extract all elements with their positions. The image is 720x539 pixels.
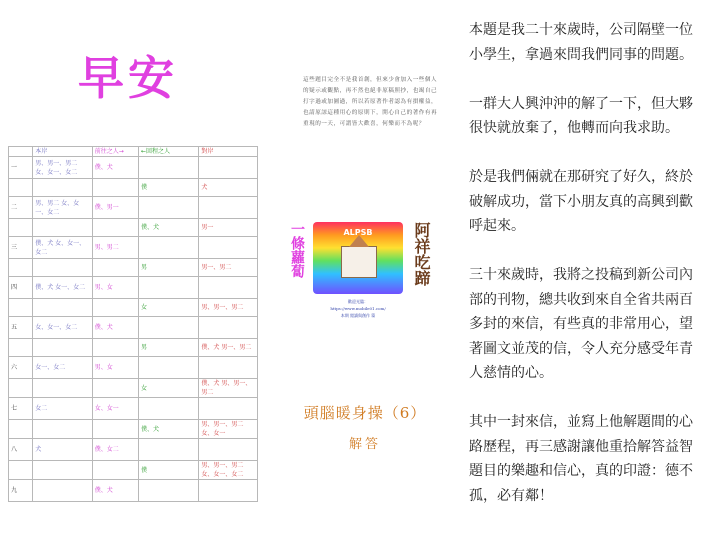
solution-table [8,146,258,502]
table-row [9,439,258,461]
going-cell [92,259,138,277]
returning-cell: 女 [138,299,198,317]
table-row [9,317,258,339]
near-bank-cell: 男、男二 女、女一、女二 [33,197,92,219]
table-row [9,357,258,379]
logo-welcome: 歡迎光臨： [348,299,368,304]
step-cell [9,259,33,277]
near-bank-cell [33,259,92,277]
going-cell: 僕、犬 [92,480,138,502]
going-cell [92,420,138,439]
near-bank-cell [33,379,92,398]
story-column [469,18,705,508]
returning-cell: 僕 [138,179,198,197]
near-bank-cell: 僕、犬 女一、女二 [33,277,92,299]
near-bank-cell [33,219,92,237]
far-bank-cell [199,398,258,420]
step-cell: 三 [9,237,33,259]
returning-cell [138,480,198,502]
table-row [9,237,258,259]
story-paragraph: 本題是我二十來歲時，公司隔壁一位小學生，拿過來問我們同事的問題。 [469,22,693,63]
far-bank-cell: 犬 [199,179,258,197]
story-paragraph: 於是我們倆就在那研究了好久，終於破解成功，當下小朋友真的高興到歡呼起來。 [469,169,693,234]
step-cell [9,179,33,197]
logo-picture [313,222,403,294]
puzzle-title: 頭腦暖身操（6） [303,404,427,422]
far-bank-cell [199,237,258,259]
far-bank-cell: 男、男一、男二 女、女一 [199,420,258,439]
returning-cell: 男 [138,339,198,357]
returning-cell [138,197,198,219]
going-cell: 僕、女二 [92,439,138,461]
near-bank-cell [33,299,92,317]
step-cell: 六 [9,357,33,379]
near-bank-cell [33,480,92,502]
step-cell: 一 [9,157,33,179]
returning-cell [138,439,198,461]
story-paragraph: 三十來歲時，我將之投稿到新公司內部的刊物，總共收到來自全省共兩百多封的來信，有些真的非常用心，望著圖文並茂的信，令人充分感受年青人慈情的心。 [469,267,693,381]
step-cell [9,379,33,398]
near-bank-cell [33,420,92,439]
going-cell: 僕、犬 [92,157,138,179]
header-near-bank: 本岸 [33,147,92,157]
step-cell: 八 [9,439,33,461]
step-cell: 五 [9,317,33,339]
logo-brand: ALPSB [343,228,373,237]
step-cell [9,461,33,480]
table-row [9,299,258,317]
going-cell [92,219,138,237]
near-bank-cell: 女、女一、女二 [33,317,92,339]
step-cell: 四 [9,277,33,299]
logo-left-chars: 一條蘿蔔 [289,222,305,278]
table-row [9,480,258,502]
logo-note: 本期 閱讀與創作 篇 [340,313,376,318]
near-bank-cell [33,339,92,357]
table-row [9,157,258,179]
returning-cell: 僕 [138,461,198,480]
returning-cell: 女 [138,379,198,398]
returning-cell: 僕、犬 [138,219,198,237]
going-cell: 男、女 [92,357,138,379]
step-cell: 九 [9,480,33,502]
far-bank-cell [199,480,258,502]
returning-cell [138,237,198,259]
puzzle-subtitle: 解答 [348,437,381,452]
going-cell [92,299,138,317]
far-bank-cell: 男一、男二 [199,259,258,277]
far-bank-cell [199,197,258,219]
near-bank-cell: 僕、犬 女、女一、女二 [33,237,92,259]
far-bank-cell [199,317,258,339]
far-bank-cell: 男、男一、男二 [199,299,258,317]
step-cell [9,420,33,439]
logo-info [313,298,403,319]
returning-cell [138,317,198,339]
header-going: 前往之人→ [92,147,138,157]
going-cell [92,379,138,398]
header-far-bank: 對岸 [199,147,258,157]
step-cell: 二 [9,197,33,219]
table-row [9,461,258,480]
going-cell [92,461,138,480]
far-bank-cell [199,277,258,299]
logo-right-chars: 阿祥吃蹄 [412,222,431,286]
table-row [9,259,258,277]
far-bank-cell: 僕、犬 男、男一、男二 [199,379,258,398]
intro-paragraph: 這些題目完全不是我首創，但來少會加入一些個人的疑示或觀點，再不然也絕非原稿照抄，也竭自己打字過或加圖過，所以若原著作者認為有損權益，也請原諒這種用心的原則下，開心自己的著作有再重現的一天，可謂皆大歡喜，何樂而不為呢？ [303,77,438,127]
going-cell: 男、男二 [92,237,138,259]
step-cell: 七 [9,398,33,420]
returning-cell [138,398,198,420]
table-row [9,420,258,439]
going-cell [92,339,138,357]
returning-cell [138,277,198,299]
returning-cell: 男 [138,259,198,277]
logo-left-text [286,222,308,285]
far-bank-cell [199,157,258,179]
step-cell [9,339,33,357]
far-bank-cell: 男、男一、男二 女、女一、女二 [199,461,258,480]
going-cell: 女、女一 [92,398,138,420]
returning-cell [138,357,198,379]
returning-cell: 僕、犬 [138,420,198,439]
near-bank-cell: 男、男一、男二 女、女一、女二 [33,157,92,179]
header-step [9,147,33,157]
story-paragraph: 其中一封來信，並寫上他解題間的心路歷程，再三感謝讓他重拾解答益智題目的樂趣和信心，真的印證：德不孤，必有鄰！ [469,414,693,504]
table-row [9,339,258,357]
header-returning: ←回程之人 [138,147,198,157]
returning-cell [138,157,198,179]
table-header-row [9,147,258,157]
castle-icon [341,246,377,278]
going-cell [92,179,138,197]
far-bank-cell: 僕、犬 男一、男二 [199,339,258,357]
near-bank-cell [33,179,92,197]
step-cell [9,299,33,317]
logo-url[interactable]: https://www.mobile01.com/ [330,306,386,311]
far-bank-cell [199,357,258,379]
table-row [9,277,258,299]
going-cell: 僕、男一 [92,197,138,219]
near-bank-cell [33,461,92,480]
table-row [9,398,258,420]
greeting-heading: 早安 [78,51,178,105]
near-bank-cell: 犬 [33,439,92,461]
step-cell [9,219,33,237]
logo-right-text [408,222,434,294]
far-bank-cell [199,439,258,461]
table-row [9,379,258,398]
going-cell: 男、女 [92,277,138,299]
table-row [9,197,258,219]
near-bank-cell: 女一、女二 [33,357,92,379]
far-bank-cell: 男一 [199,219,258,237]
near-bank-cell: 女二 [33,398,92,420]
table-row [9,219,258,237]
story-paragraph: 一群大人興沖沖的解了一下，但大夥很快就放棄了，他轉而向我求助。 [469,95,693,136]
table-row [9,179,258,197]
going-cell: 僕、犬 [92,317,138,339]
